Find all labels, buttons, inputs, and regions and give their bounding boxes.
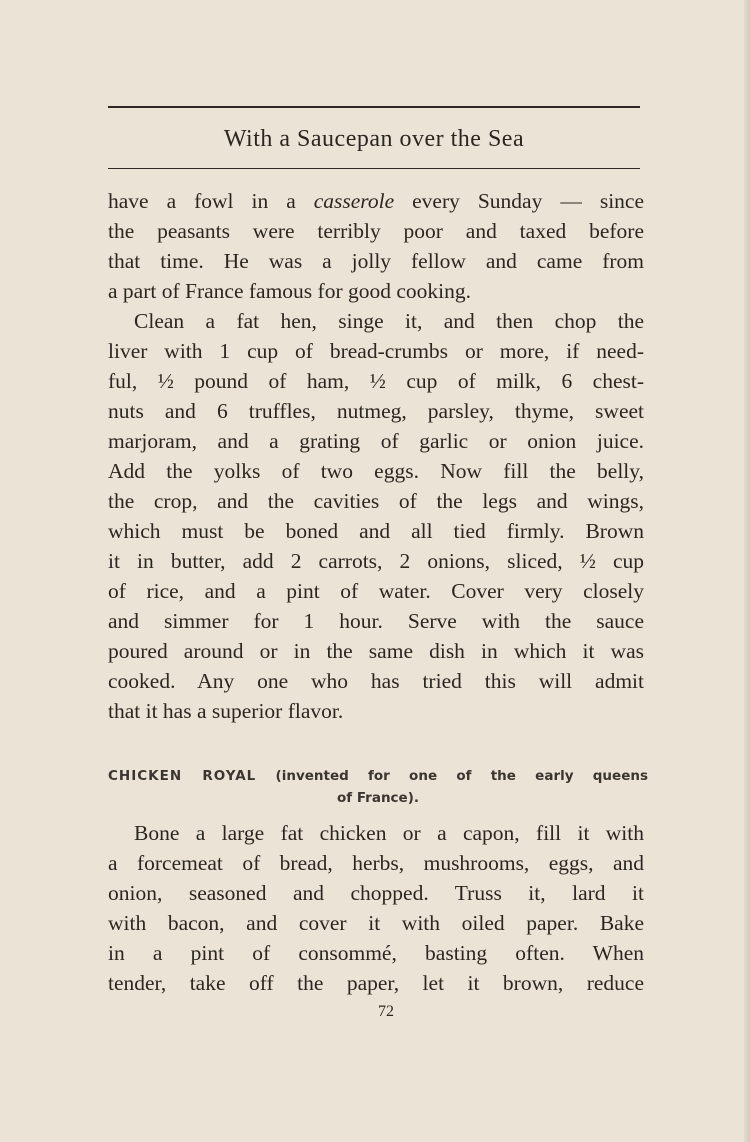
italic-word: casserole xyxy=(313,189,395,213)
text-run: every Sunday — since xyxy=(394,189,644,213)
text-line: poured around or in the same dish in which it was xyxy=(108,639,644,663)
text-line: nuts and 6 truffles, nutmeg, parsley, thyme, sweet xyxy=(108,399,644,423)
recipe-heading xyxy=(108,765,648,809)
recipe-note: (invented for one of the early queens xyxy=(275,768,649,784)
header-rule-top xyxy=(108,106,640,108)
text-line: cooked. Any one who has tried this will admit xyxy=(108,669,644,693)
text-line: liver with 1 cup of bread-crumbs or more, if need- xyxy=(108,339,644,363)
running-head: With a Saucepan over the Sea xyxy=(223,126,525,152)
text-line: Clean a fat hen, singe it, and then chop the xyxy=(134,309,644,333)
text-line: in a pint of consommé, basting often. When xyxy=(108,941,644,965)
text-line: that it has a superior flavor. xyxy=(108,699,344,723)
text-line: marjoram, and a grating of garlic or onion juice. xyxy=(108,429,644,453)
paragraph-recipe-method xyxy=(108,306,644,726)
page-edge xyxy=(744,0,750,1142)
text-line: the peasants were terribly poor and taxed before xyxy=(108,219,644,243)
text-line: that time. He was a jolly fellow and came from xyxy=(108,249,644,273)
text-line: onion, seasoned and chopped. Truss it, lard it xyxy=(108,881,644,905)
recipe-note-continued: of France). xyxy=(336,790,420,806)
page-number: 72 xyxy=(378,1003,394,1020)
text-line: Bone a large fat chicken or a capon, fill it with xyxy=(134,821,644,845)
text-line xyxy=(108,186,644,216)
paragraph-chicken-royal xyxy=(108,818,644,998)
text-line: a part of France famous for good cooking. xyxy=(108,279,472,303)
text-line: Add the yolks of two eggs. Now fill the belly, xyxy=(108,459,644,483)
text-line: with bacon, and cover it with oiled paper. Bake xyxy=(108,911,644,935)
text-line: which must be boned and all tied firmly. Brown xyxy=(108,519,644,543)
text-line: tender, take off the paper, let it brown, reduce xyxy=(108,971,644,995)
text-run: have a fowl in a xyxy=(108,189,314,213)
text-line: ful, ½ pound of ham, ½ cup of milk, 6 chest- xyxy=(108,369,644,393)
text-line: and simmer for 1 hour. Serve with the sauce xyxy=(108,609,644,633)
text-line: it in butter, add 2 carrots, 2 onions, sliced, ½ cup xyxy=(108,549,644,573)
text-line: the crop, and the cavities of the legs and wings, xyxy=(108,489,644,513)
recipe-heading-line xyxy=(108,765,648,787)
header-rule-bottom xyxy=(108,168,640,169)
recipe-title: CHICKEN ROYAL xyxy=(108,768,257,784)
text-line: of rice, and a pint of water. Cover very closely xyxy=(108,579,644,603)
paragraph-continued xyxy=(108,186,644,306)
text-line: a forcemeat of bread, herbs, mushrooms, eggs, and xyxy=(108,851,644,875)
